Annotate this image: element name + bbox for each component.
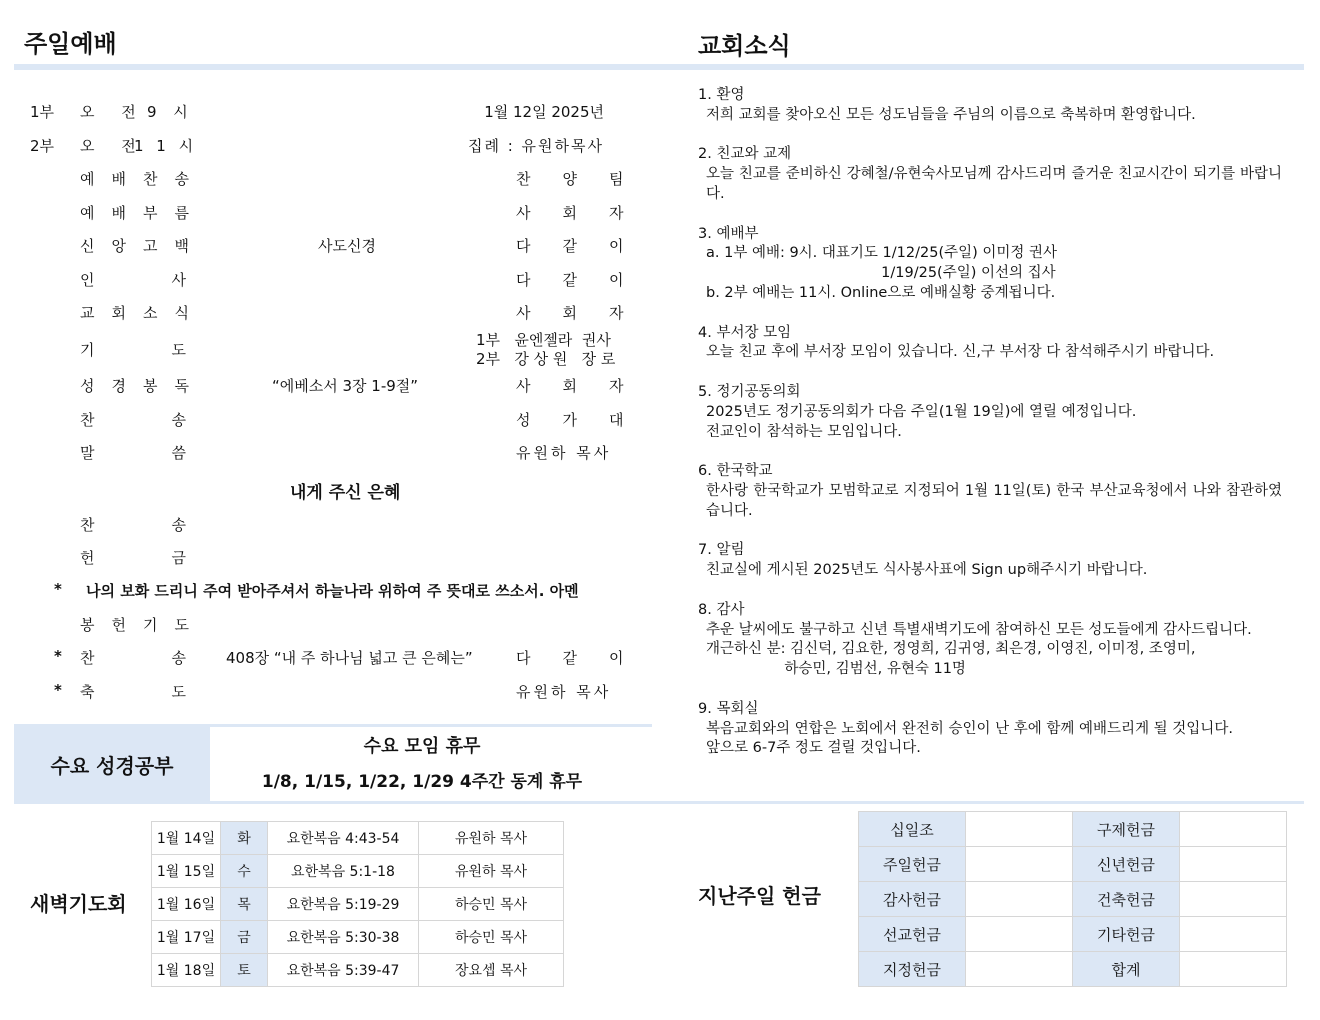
news-item: 4. 부서장 모임 오늘 친교 후에 부서장 모임이 있습니다. 신,구 부서장 다 참석해주시기 바랍니다. [698, 324, 1215, 361]
order-row: * 축도 유원하 목사 [54, 681, 612, 701]
table-row: 감사헌금 건축헌금 [859, 882, 1287, 917]
news-item: 8. 감사 추운 날씨에도 불구하고 신년 특별새벽기도에 참여하신 모든 성도들에게 감사드립니다. 개근하신 분: 김신덕, 김요한, 정영희, 김귀영, 최은경, 이영진, 이미정, 조영미, 하승민, 김범선, 유현숙 11명 [698, 601, 1252, 678]
service-leader: 집례 : 유원하목사 [467, 137, 604, 155]
prayer-row: 기도 1부 윤엔젤라 권사 2부 강 상 원 장 로 [80, 331, 616, 368]
offering-table [858, 811, 1287, 987]
news-item: 5. 정기공동의회 2025년도 정기공동의회가 다음 주일(1월 19일)에 열릴 예정입니다. 전교인이 참석하는 모임입니다. [698, 383, 1137, 440]
wednesday-label: 수요 성경공부 [14, 727, 210, 802]
dawn-label: 새벽기도회 [30, 892, 127, 916]
news-title: 교회소식 [698, 32, 791, 60]
scripture: “에베소서 3장 1-9절” [272, 377, 419, 395]
wednesday-line2: 1/8, 1/15, 1/22, 1/29 4주간 동계 휴무 [261, 772, 583, 792]
news-item: 9. 목회실 복음교회와의 연합은 노회에서 완전히 승인이 난 후에 함께 예배드리게 될 것입니다. 앞으로 6-7주 정도 걸릴 것입니다. [698, 700, 1233, 757]
table-row: 1월 16일 목 요한복음 5:19-29 하승민 목사 [152, 888, 564, 921]
order-row: 말씀 유원하 목사 [80, 444, 612, 462]
table-row: 1월 14일 화 요한복음 4:43-54 유원하 목사 [152, 822, 564, 855]
news-item: 6. 한국학교 한사랑 한국학교가 모범학교로 지정되어 1월 11일(토) 한국 부산교육청에서 나와 참관하였습니다. [698, 463, 1282, 519]
title-underline-right [666, 64, 1304, 70]
order-row: 예배부름 사회자 [80, 204, 656, 222]
wednesday-line1: 수요 모임 휴무 [363, 736, 481, 757]
worship-order [0, 0, 660, 720]
service-1: 1부 오 전 9 시 1월 12일 2025년 [30, 103, 604, 121]
table-row: 1월 18일 토 요한복음 5:39-47 장요셉 목사 [152, 954, 564, 987]
service-date: 1월 12일 2025년 [484, 103, 604, 121]
order-row: 봉헌기도 [80, 616, 206, 634]
news-item: 1. 환영 저희 교회를 찾아오신 모든 성도님들을 주님의 이름으로 축복하며 환영합니다. [698, 87, 1196, 123]
order-row: 헌금 [80, 549, 263, 567]
news-item: 2. 친교와 교제 오늘 친교를 준비하신 강혜철/유현숙사모님께 감사드리며 즐거운 친교시간이 되기를 바랍니다. [698, 146, 1282, 202]
order-row: 교회소식 사회자 [80, 304, 656, 322]
order-row: * 찬송 408장 “내 주 하나님 넓고 큰 은혜는” 다같이 [54, 647, 656, 667]
divider [14, 801, 1304, 804]
table-row: 지정헌금 합계 [859, 952, 1287, 987]
table-row: 십일조 구제헌금 [859, 812, 1287, 847]
table-row: 주일헌금 신년헌금 [859, 847, 1287, 882]
table-row: 선교헌금 기타헌금 [859, 917, 1287, 952]
news-item: 7. 알림 친교실에 게시된 2025년도 식사봉사표에 Sign up해주시기 바랍니다. [698, 542, 1148, 579]
order-row: 찬송 성가대 [80, 411, 656, 429]
sermon-title: 내게 주신 은혜 [290, 483, 401, 503]
table-row: 1월 17일 금 요한복음 5:30-38 하승민 목사 [152, 921, 564, 954]
table-row: 1월 15일 수 요한복음 5:1-18 유원하 목사 [152, 855, 564, 888]
news-item: 3. 예배부 a. 1부 예배: 9시. 대표기도 1/12/25(주일) 이미정 권사 1/19/25(주일) 이선의 집사 b. 2부 예배는 11시. Online으로 예배실황 중계됩니다. [698, 225, 1058, 301]
worship-title: 주일예배 [24, 30, 117, 58]
order-row: 찬송 [80, 516, 263, 534]
news-list [698, 86, 1282, 779]
service-2: 2부 오 전 1 1 시 집례 : 유원하목사 [30, 137, 604, 155]
dawn-table [151, 821, 564, 987]
offering-label: 지난주일 헌금 [698, 884, 821, 908]
offering-prayer-row: * 나의 보화 드리니 주여 받아주셔서 하늘나라 위하여 주 뜻대로 쓰소서. 아멘 [54, 580, 579, 600]
order-row: 예배찬송 찬양팀 [80, 170, 656, 188]
order-row: 인사 다같이 [80, 271, 656, 289]
order-row: 성경봉독 “에베소서 3장 1-9절” 사회자 [80, 377, 656, 395]
order-row: 신앙고백 사도신경 다같이 [80, 237, 656, 255]
